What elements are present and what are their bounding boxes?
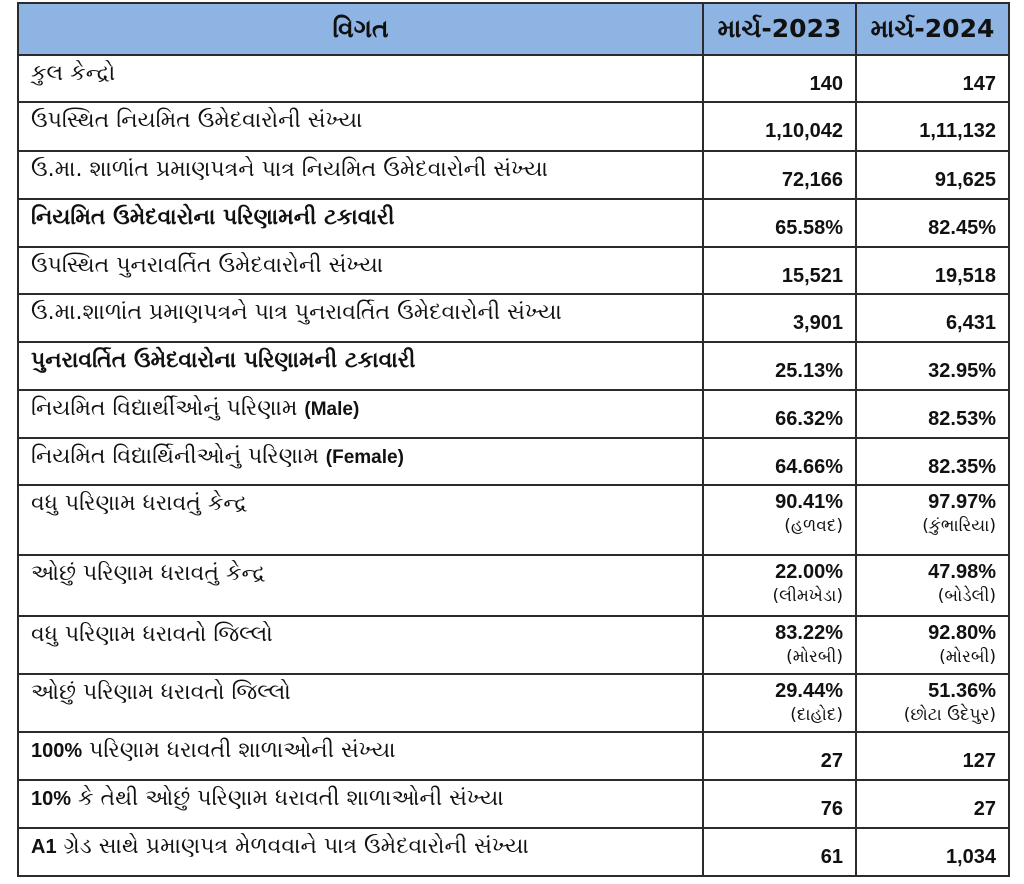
value-2023: 65.58% [703,199,856,247]
row-label: કુલ કેન્દ્રો [18,55,703,102]
table-row [18,342,1009,390]
table-header [18,3,1009,55]
value-2024: 6,431 [856,294,1009,342]
label-text: પરિણામ ધરાવતી શાળાઓની સંખ્યા [89,738,396,763]
label-number: 10% [31,788,72,810]
value-place: (છોટા ઉદેપુર) [903,705,996,725]
label-text: નિયમિત વિદ્યાર્થીઓનું પરિણામ [31,396,298,421]
value-2023: 76 [703,780,856,828]
table-row [18,780,1009,828]
value-2024: 82.53% [856,390,1009,438]
row-label [18,732,703,780]
value-main: 47.98% [928,561,996,583]
label-text: કે તેથી ઓછું પરિણામ ધરાવતી શાળાઓની સંખ્યા [78,786,504,811]
label-text: નિયમિત વિદ્યાર્થિનીઓનું પરિણામ [31,444,319,469]
value-2024: 32.95% [856,342,1009,390]
table-row [18,102,1009,151]
value-main: 97.97% [928,491,996,513]
table-row [18,390,1009,438]
value-2023 [703,616,856,674]
value-place: (કુંભારિયા) [922,516,996,536]
value-2024 [856,674,1009,732]
table-row [18,485,1009,555]
header-details: વિગત [18,3,703,55]
value-2024: 127 [856,732,1009,780]
table-row [18,294,1009,342]
row-label [18,390,703,438]
row-label: ઉ.મા.શાળાંત પ્રમાણપત્રને પાત્ર પુનરાવર્તિત ઉમેદવારોની સંખ્યા [18,294,703,342]
table-row [18,151,1009,199]
row-label: પુનરાવર્તિત ઉમેદવારોના પરિણામની ટકાવારી [18,342,703,390]
value-main: 83.22% [775,622,843,644]
row-label: ઓછું પરિણામ ધરાવતો જિલ્લો [18,674,703,732]
row-label [18,438,703,485]
value-2024: 82.45% [856,199,1009,247]
table-row [18,438,1009,485]
value-2023: 61 [703,828,856,876]
table-row [18,616,1009,674]
row-label: વધુ પરિણામ ધરાવતું કેન્દ્ર [18,485,703,555]
table-row [18,555,1009,616]
row-label: વધુ પરિણામ ધરાવતો જિલ્લો [18,616,703,674]
table-row [18,55,1009,102]
label-english: (Female) [325,447,404,468]
value-main: 29.44% [775,680,843,702]
value-2024: 82.35% [856,438,1009,485]
value-2024 [856,555,1009,616]
value-2024: 1,11,132 [856,102,1009,151]
table-row [18,828,1009,876]
value-main: 92.80% [928,622,996,644]
value-2023 [703,485,856,555]
value-2024: 147 [856,55,1009,102]
value-2024 [856,485,1009,555]
value-place: (મોરબી) [786,647,843,667]
value-2024: 27 [856,780,1009,828]
value-2023: 1,10,042 [703,102,856,151]
value-2024: 19,518 [856,247,1009,294]
header-row [18,3,1009,55]
value-main: 90.41% [775,491,843,513]
header-march-2024: માર્ચ-2024 [856,3,1009,55]
row-label [18,828,703,876]
row-label: ઓછું પરિણામ ધરાવતું કેન્દ્ર [18,555,703,616]
row-label: ઉપસ્થિત નિયમિત ઉમેદવારોની સંખ્યા [18,102,703,151]
value-2023 [703,555,856,616]
value-place: (લીમખેડા) [772,586,843,606]
row-label: ઉ.મા. શાળાંત પ્રમાણપત્રને પાત્ર નિયમિત ઉમેદવારોની સંખ્યા [18,151,703,199]
label-number: 100% [31,740,83,762]
label-english: (Male) [304,399,360,420]
value-2024: 91,625 [856,151,1009,199]
label-text: ગ્રેડ સાથે પ્રમાણપત્ર મેળવવાને પાત્ર ઉમેદવારોની સંખ્યા [63,834,529,859]
results-table [17,2,1010,877]
value-2023: 15,521 [703,247,856,294]
row-label: નિયમિત ઉમેદવારોના પરિણામની ટકાવારી [18,199,703,247]
value-2023 [703,674,856,732]
value-place: (મોરબી) [939,647,996,667]
table-body [18,55,1009,876]
row-label [18,780,703,828]
value-place: (હળવદ) [784,516,843,536]
value-2023: 72,166 [703,151,856,199]
table-row [18,674,1009,732]
value-2023: 27 [703,732,856,780]
value-2023: 140 [703,55,856,102]
header-march-2023: માર્ચ-2023 [703,3,856,55]
value-main: 22.00% [775,561,843,583]
value-2024: 1,034 [856,828,1009,876]
value-2023: 3,901 [703,294,856,342]
value-2024 [856,616,1009,674]
value-2023: 66.32% [703,390,856,438]
table-row [18,199,1009,247]
table-row [18,732,1009,780]
value-2023: 64.66% [703,438,856,485]
table-row [18,247,1009,294]
label-grade: A1 [31,836,57,858]
value-2023: 25.13% [703,342,856,390]
row-label: ઉપસ્થિત પુનરાવર્તિત ઉમેદવારોની સંખ્યા [18,247,703,294]
value-place: (દાહોદ) [790,705,843,725]
value-main: 51.36% [928,680,996,702]
value-place: (બોડેલી) [937,586,996,606]
